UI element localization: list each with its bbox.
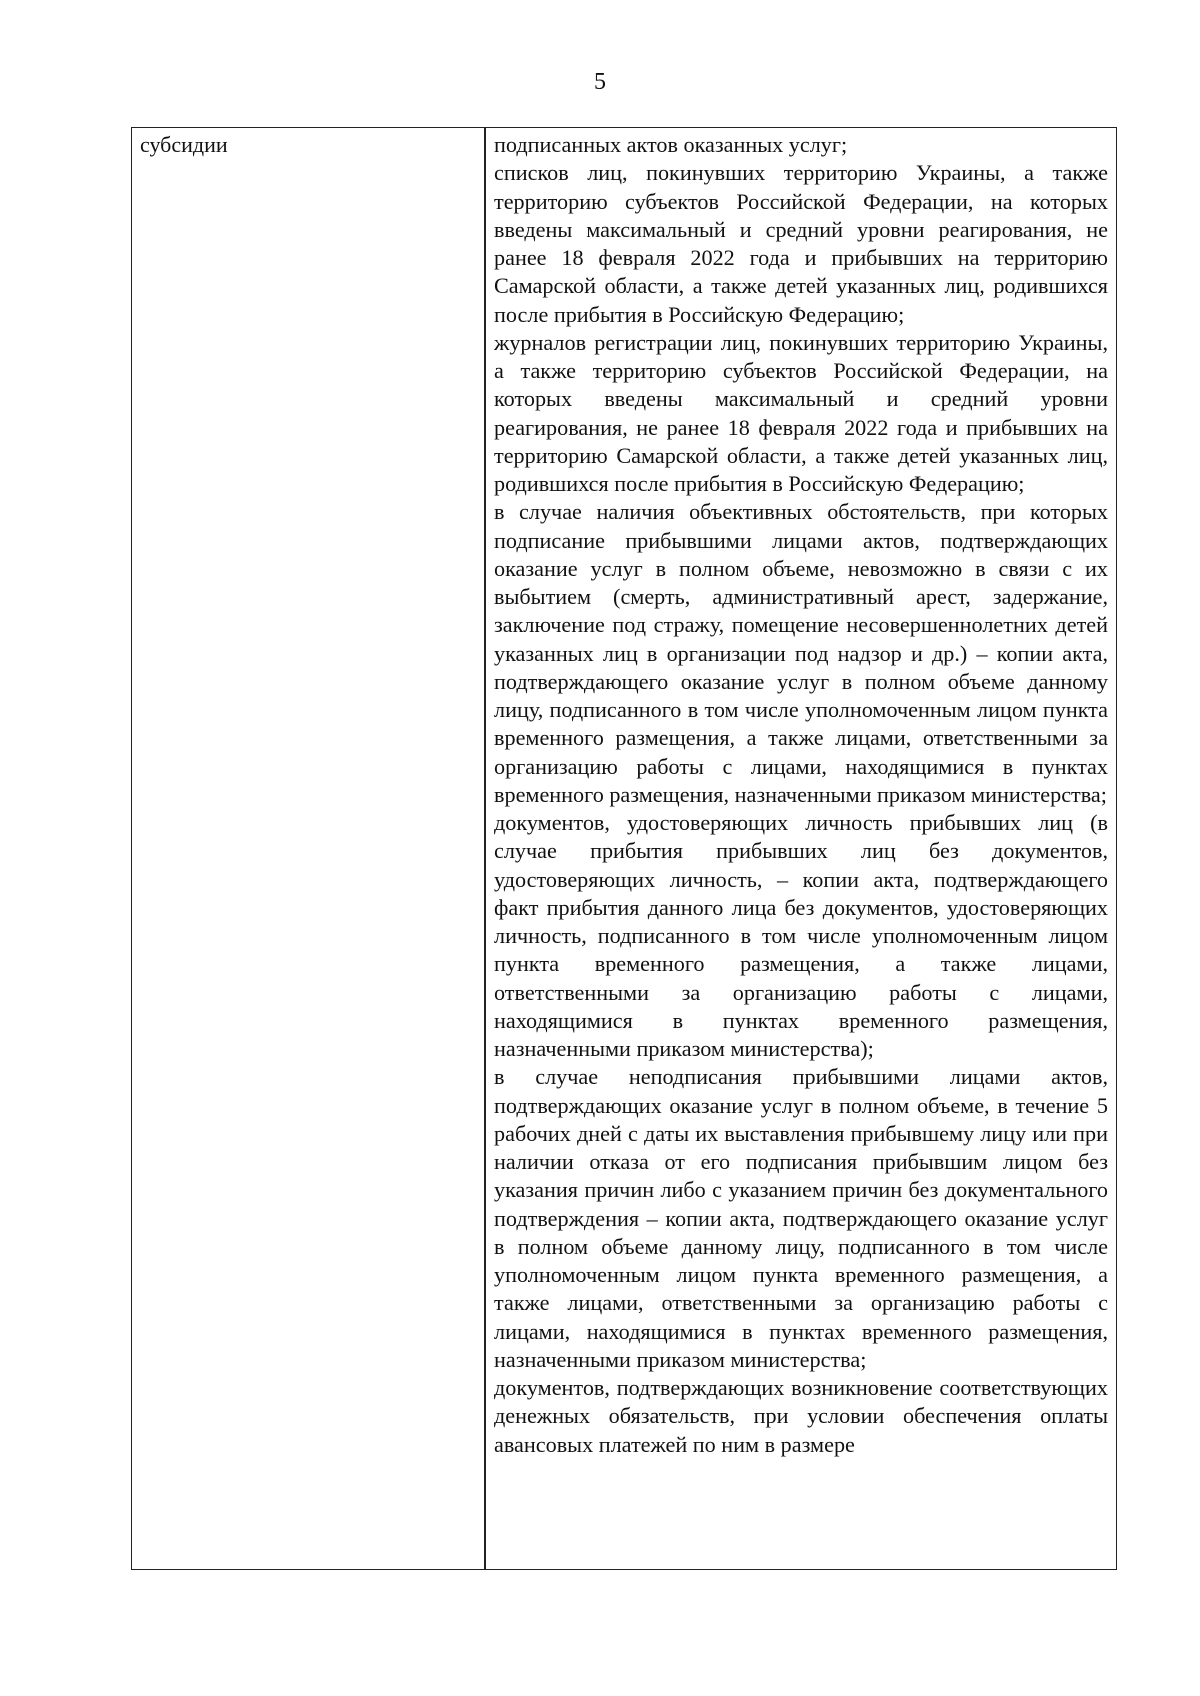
- right-cell: [494, 131, 1108, 1459]
- document-table: [131, 127, 1117, 1570]
- paragraph-6: в случае неподписания прибывшими лицами актов, подтверждающих оказание услуг в полном объеме, в течение 5 рабочих дней с даты их выставления прибывшему лицу или при наличии отказа от его подписания прибывшим лицом без указания причин либо с указанием причин без документального подтверждения – копии акта, подтверждающего оказание услуг в полном объеме данному лицу, подписанного в том числе уполномоченным лицом пункта временного размещения, а также лицами, ответственными за организацию работы с лицами, находящимися в пунктах временного размещения, назначенными приказом министерства;: [494, 1064, 1108, 1372]
- page-number: 5: [594, 69, 606, 95]
- paragraph-2: списков лиц, покинувших территорию Украины, а также территорию субъектов Российской Федерации, на которых введены максимальный и средний уровни реагирования, не ранее 18 февраля 2022 года и прибывших на территорию Самарской области, а также детей указанных лиц, родившихся после прибытия в Российскую Федерацию;: [494, 160, 1108, 327]
- column-divider: [484, 128, 486, 1569]
- paragraph-5: документов, удостоверяющих личность прибывших лиц (в случае прибытия прибывших лиц без документов, удостоверяющих личность, – копии акта, подтверждающего факт прибытия данного лица без документов, удостоверяющих личность, подписанного в том числе уполномоченным лицом пункта временного размещения, а также лицами, ответственными за организацию работы с лицами, находящимися в пунктах временного размещения, назначенными приказом министерства);: [494, 810, 1108, 1061]
- paragraph-4: в случае наличия объективных обстоятельств, при которых подписание прибывшими лицами актов, подтверждающих оказание услуг в полном объеме, невозможно в связи с их выбытием (смерть, административный арест, задержание, заключение под стражу, помещение несовершеннолетних детей указанных лиц в организации под надзор и др.) – копии акта, подтверждающего оказание услуг в полном объеме данному лицу, подписанного в том числе уполномоченным лицом пункта временного размещения, а также лицами, ответственными за организацию работы с лицами, находящимися в пунктах временного размещения, назначенными приказом министерства;: [494, 499, 1108, 807]
- left-cell-text: субсидии: [140, 132, 228, 157]
- paragraph-7: документов, подтверждающих возникновение соответствующих денежных обязательств, при условии обеспечения оплаты авансовых платежей по ним в размере: [494, 1375, 1108, 1457]
- paragraph-1: подписанных актов оказанных услуг;: [494, 132, 848, 157]
- paragraph-3: журналов регистрации лиц, покинувших территорию Украины, а также территорию субъектов Российской Федерации, на которых введены максимальный и средний уровни реагирования, не ранее 18 февраля 2022 года и прибывших на территорию Самарской области, а также детей указанных лиц, родившихся после прибытия в Российскую Федерацию;: [494, 329, 1108, 496]
